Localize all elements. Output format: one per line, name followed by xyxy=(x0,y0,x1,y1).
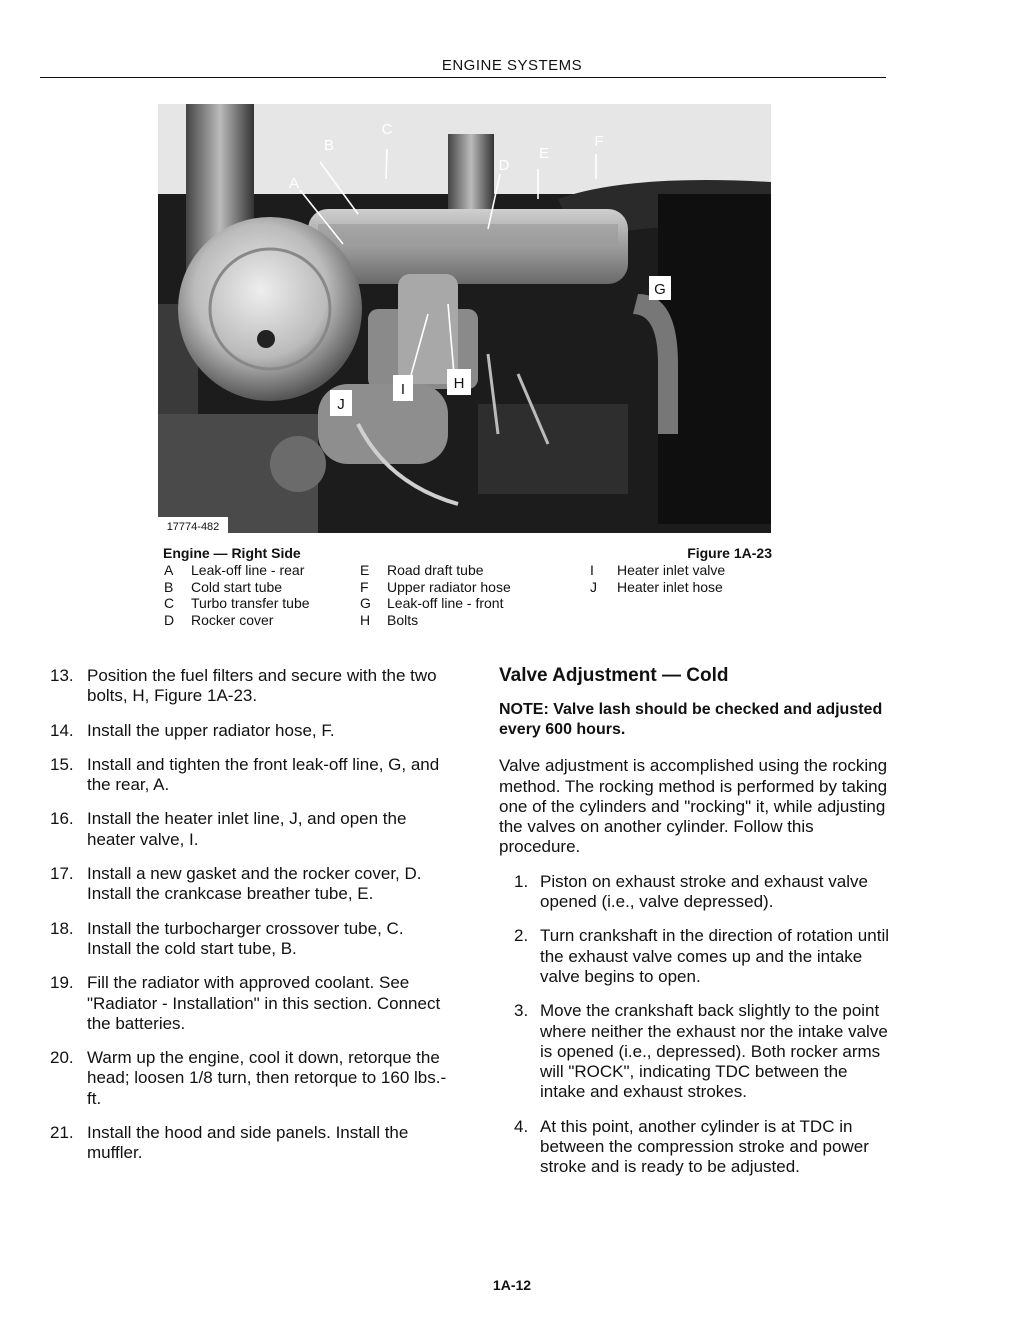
legend-item: I Heater inlet valve xyxy=(590,562,726,578)
list-item: 18. Install the turbocharger crossover tube, C. Install the cold start tube, B. xyxy=(50,918,404,958)
list-item: 1. Piston on exhaust stroke and exhaust valve opened (i.e., valve depressed). xyxy=(514,871,868,912)
callout-j: J xyxy=(337,396,345,413)
page-header: ENGINE SYSTEMS xyxy=(441,57,583,74)
legend-item: F Upper radiator hose xyxy=(360,578,511,595)
legend-item: A Leak-off line - rear xyxy=(164,562,305,578)
callout-c: C xyxy=(381,121,393,138)
callout-b: B xyxy=(323,137,335,154)
callout-i: I xyxy=(400,381,406,398)
legend-item: B Cold start tube xyxy=(164,578,283,595)
legend-column-2 xyxy=(360,562,511,628)
legend-item: H Bolts xyxy=(360,611,419,628)
callout-f: F xyxy=(594,133,604,150)
list-item: 17. Install a new gasket and the rocker cover, D. Install the crankcase breather tube, E. xyxy=(50,864,422,904)
callout-d: D xyxy=(498,157,510,174)
list-item: 4. At this point, another cylinder is at TDC in between the compression stroke and power stroke and is ready to be adjusted. xyxy=(514,1116,869,1177)
installation-steps xyxy=(50,666,450,1178)
section-title: Valve Adjustment — Cold xyxy=(499,665,729,686)
list-item: 14. Install the upper radiator hose, F. xyxy=(50,720,335,740)
callout-h: H xyxy=(453,375,465,392)
callout-g: G xyxy=(654,281,666,298)
legend-item: C Turbo transfer tube xyxy=(164,595,310,611)
legend-item: E Road draft tube xyxy=(360,562,484,578)
list-item: 2. Turn crankshaft in the direction of rotation until the exhaust valve comes up and the intake valve begins to open. xyxy=(514,926,889,986)
intro-paragraph: Valve adjustment is accomplished using the rocking method. The rocking method is performed by taking one of the cylinders and "rocking" it, while adjusting the valves on another cylinder. Follow this procedure. xyxy=(499,756,888,857)
valve-adjustment-section xyxy=(499,666,894,1192)
legend-item: D Rocker cover xyxy=(164,611,274,628)
figure-label: Figure 1A-23 xyxy=(687,545,772,561)
list-item: 21. Install the hood and side panels. Install the muffler. xyxy=(50,1123,409,1163)
list-item: 3. Move the crankshaft back slightly to the point where neither the exhaust nor the intake valve is opened (i.e., depressed). Both rocker arms will "ROCK", indicating TDC between the intake and exhaust strokes. xyxy=(514,1001,888,1102)
page-number: 1A-12 xyxy=(492,1277,532,1293)
list-item: 19. Fill the radiator with approved coolant. See "Radiator - Installation" in this section. Connect the batteries. xyxy=(50,973,441,1033)
engine-photo xyxy=(158,104,771,533)
header-rule xyxy=(40,77,886,78)
list-item: 13. Position the fuel filters and secure with the two bolts, H, Figure 1A-23. xyxy=(50,666,437,706)
callout-e: E xyxy=(538,145,550,162)
photo-id: 17774-482 xyxy=(166,521,220,533)
legend-item: J Heater inlet hose xyxy=(590,578,723,595)
list-item: 20. Warm up the engine, cool it down, retorque the head; loosen 1/8 turn, then retorque to 160 lbs.-ft. xyxy=(50,1048,447,1108)
maintenance-note: NOTE: Valve lash should be checked and adjusted every 600 hours. xyxy=(499,701,883,739)
legend-column-3 xyxy=(590,562,725,595)
list-item: 15. Install and tighten the front leak-off line, G, and the rear, A. xyxy=(50,754,440,795)
list-item: 16. Install the heater inlet line, J, and open the heater valve, I. xyxy=(50,809,407,849)
legend-column-1 xyxy=(164,562,310,628)
figure-caption-title: Engine — Right Side xyxy=(163,545,301,561)
legend-item: G Leak-off line - front xyxy=(360,595,504,611)
callout-a: A xyxy=(288,175,300,192)
